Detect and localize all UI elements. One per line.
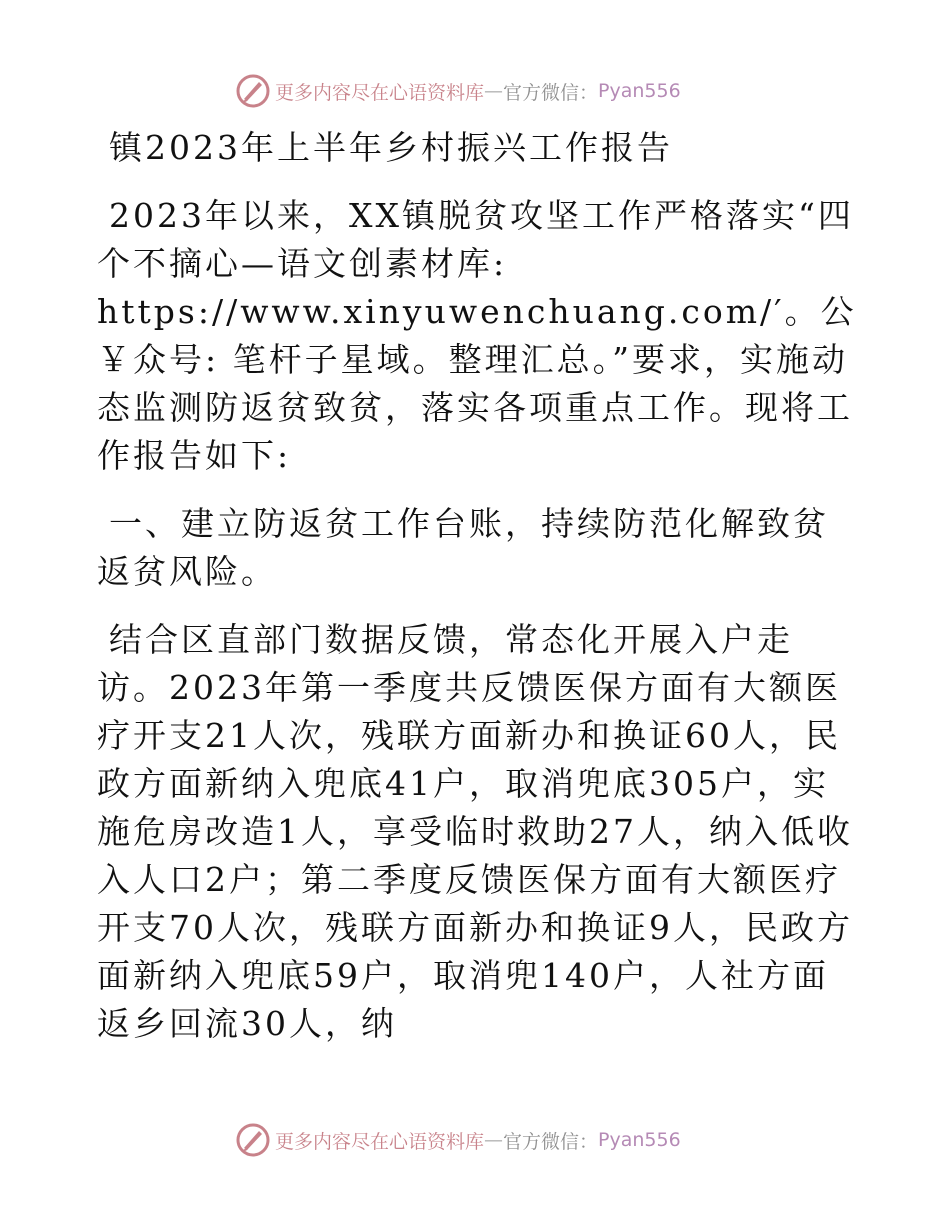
watermark-official-label: 官方微信： <box>503 81 599 104</box>
section-heading: 一、建立防返贫工作台账，持续防范化解致贫返贫风险。 <box>97 504 829 591</box>
watermark-wechat-id: Pyan556 <box>598 80 681 102</box>
quill-logo-icon <box>235 73 271 109</box>
watermark-dash: — <box>484 80 504 102</box>
intro-paragraph: 2023年以来，XX镇脱贫攻坚工作严格落实“四个不摘心—语文创素材库: https://www.xinyuwenchuang.com/′。公￥众号: 笔杆子星域。整理汇总。”要求，实施动态监测防返贫致贫，落实各项重点工作。现将工作报告如下: <box>97 196 857 475</box>
quill-logo-icon <box>235 1122 271 1158</box>
document-body <box>97 124 857 1048</box>
watermark-wechat-id: Pyan556 <box>598 1129 681 1151</box>
watermark-text: 更多内容尽在心语资料库 <box>275 81 485 104</box>
footer-watermark <box>235 1120 681 1160</box>
document-title: 镇2023年上半年乡村振兴工作报告 <box>109 128 673 167</box>
watermark-text: 更多内容尽在心语资料库 <box>275 1130 485 1153</box>
section-body-paragraph: 结合区直部门数据反馈，常态化开展入户走访。2023年第一季度共反馈医保方面有大额医疗开支21人次，残联方面新办和换证60人，民政方面新纳入兜底41户，取消兜底305户，实施危房改造1人，享受临时救助27人，纳入低收入人口2户；第二季度反馈医保方面有大额医疗开支70人次，残联方面新办和换证9人，民政方面新纳入兜底59户，取消兜140户，人社方面返乡回流30人，纳 <box>97 620 853 1043</box>
watermark-official-label: 官方微信： <box>503 1130 599 1153</box>
watermark-dash: — <box>484 1129 504 1151</box>
header-watermark <box>235 71 681 111</box>
